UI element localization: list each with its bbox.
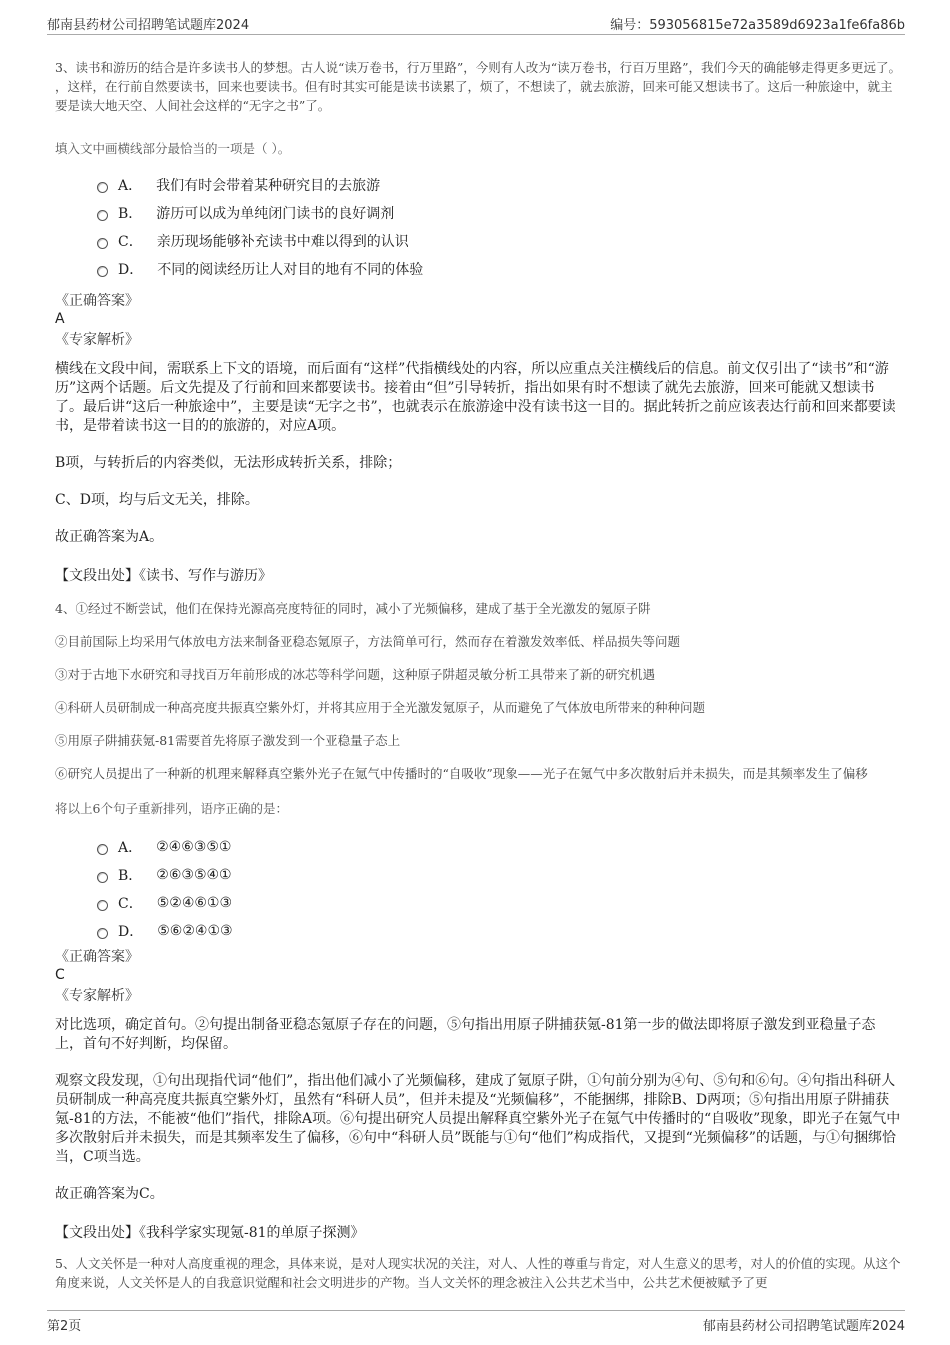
q3-answer-label: 《正确答案》 bbox=[55, 293, 139, 309]
radio-icon[interactable] bbox=[97, 266, 108, 277]
q4-source: 【文段出处】《我科学家实现氪-81的单原子探测》 bbox=[55, 1225, 365, 1241]
radio-icon[interactable] bbox=[97, 928, 108, 939]
radio-icon[interactable] bbox=[97, 872, 108, 883]
q3-options bbox=[55, 171, 902, 283]
q4-analysis-para: 故正确答案为C。 bbox=[55, 1186, 164, 1202]
q4-option-c[interactable]: C． ⑤②④⑥①③ bbox=[55, 889, 902, 917]
q3-answer: A bbox=[55, 311, 65, 327]
q4-options bbox=[55, 833, 902, 945]
q4-sentence: ②目前国际上均采用气体放电方法来制备亚稳态氪原子，方法简单可行，然而存在着激发效率低、样品损失等问题 bbox=[55, 634, 681, 649]
radio-icon[interactable] bbox=[97, 900, 108, 911]
q4-prompt: 将以上6个句子重新排列，语序正确的是： bbox=[55, 801, 288, 816]
q4-answer-label: 《正确答案》 bbox=[55, 949, 139, 965]
q4-analysis-label: 《专家解析》 bbox=[55, 988, 139, 1004]
header-title: 郁南县药材公司招聘笔试题库2024 bbox=[47, 17, 250, 33]
q3-analysis-para: 横线在文段中间，需联系上下文的语境，而后面有“这样”代指横线处的内容，所以应重点关注横线后的信息。前文仅引出了“读书”和“游历”这两个话题。后文先提及了行前和回来都要读书。接着由“但”引导转折，指出如果有时不想读了就先去旅游，回来可能就又想读书了。最后讲“这后一种旅途中”，主要是读“无字之书”，也就表示在旅游途中没有读书这一目的。据此转折之前应该表达行前和回来都要读书，是带着读书这一目的的旅游的，对应A项。 bbox=[55, 361, 896, 434]
q3-option-c[interactable]: C． 亲历现场能够补充读书中难以得到的认识 bbox=[55, 227, 902, 255]
page-content bbox=[55, 58, 902, 1292]
q4-sentence: ④科研人员研制成一种高亮度共振真空紫外灯，并将其应用于全光激发氪原子，从而避免了气体放电所带来的种种问题 bbox=[55, 700, 706, 715]
radio-icon[interactable] bbox=[97, 182, 108, 193]
q4-sentence: ⑤用原子阱捕获氪-81需要首先将原子激发到一个亚稳量子态上 bbox=[55, 733, 401, 748]
q4-option-d[interactable]: D． ⑤⑥②④①③ bbox=[55, 917, 902, 945]
q3-analysis-label: 《专家解析》 bbox=[55, 332, 139, 348]
q4-sentence: 4、①经过不断尝试，他们在保持光源高亮度特征的同时，减小了光频偏移，建成了基于全光激发的氪原子阱 bbox=[55, 601, 651, 616]
q4-analysis-para: 对比选项，确定首句。②句提出制备亚稳态氪原子存在的问题，⑤句指出用原子阱捕获氪-81第一步的做法即将原子激发到亚稳量子态上，首句不好判断，均保留。 bbox=[55, 1017, 876, 1052]
footer-title: 郁南县药材公司招聘笔试题库2024 bbox=[702, 1318, 905, 1334]
page-header bbox=[47, 12, 905, 35]
q3-prompt: 填入文中画横线部分最恰当的一项是（ ）。 bbox=[55, 141, 291, 156]
page-footer bbox=[47, 1310, 905, 1335]
radio-icon[interactable] bbox=[97, 844, 108, 855]
radio-icon[interactable] bbox=[97, 238, 108, 249]
q4-sentence: ⑥研究人员提出了一种新的机理来解释真空紫外光子在氪气中传播时的“自吸收”现象——光子在氪气中多次散射后并未损失，而是其频率发生了偏移 bbox=[55, 766, 868, 781]
q3-analysis-para: 故正确答案为A。 bbox=[55, 529, 164, 545]
q3-analysis-para: C、D项，均与后文无关，排除。 bbox=[55, 492, 259, 508]
q4-analysis-para: 观察文段发现，①句出现指代词“他们”，指出他们减小了光频偏移，建成了氪原子阱，①句前分别为④句、⑤句和⑥句。④句指出科研人员研制成一种高亮度共振真空紫外灯，虽然有“科研人员”，但并未提及“光频偏移”，不能捆绑，排除B、D两项；⑤句指出用原子阱捕获氪-81的方法，不能被“他们”指代，排除A项。⑥句提出研究人员提出解释真空紫外光子在氪气中传播时的“自吸收”现象，即光子在氪气中多次散射后并未损失，而是其频率发生了偏移，⑥句中“科研人员”既能与①句“他们”构成指代，又提到“光频偏移”的话题，与①句捆绑恰当，C项当选。 bbox=[55, 1073, 901, 1165]
q4-analysis bbox=[55, 1016, 902, 1204]
header-id: 编号：593056815e72a3589d6923a1fe6fa86b bbox=[610, 17, 905, 33]
q3-option-d[interactable]: D． 不同的阅读经历让人对目的地有不同的体验 bbox=[55, 255, 902, 283]
q4-answer: C bbox=[55, 967, 65, 983]
q3-source: 【文段出处】《读书、写作与游历》 bbox=[55, 568, 272, 584]
radio-icon[interactable] bbox=[97, 210, 108, 221]
q4-option-b[interactable]: B． ②⑥③⑤④① bbox=[55, 861, 902, 889]
q4-sentence: ③对于古地下水研究和寻找百万年前形成的冰芯等科学问题，这种原子阱超灵敏分析工具带来了新的研究机遇 bbox=[55, 667, 656, 682]
q4-option-a[interactable]: A． ②④⑥③⑤① bbox=[55, 833, 902, 861]
page-number: 第2页 bbox=[47, 1318, 82, 1334]
q3-stem: 3、读书和游历的结合是许多读书人的梦想。古人说“读万卷书，行万里路”，今则有人改为“读万卷书，行百万里路”，我们今天的确能够走得更多更远了。 ，这样，在行前自然要读书，回来也要读书。但有时其实可能是读书读累了，烦了，不想读了，就去旅游，回来可能又想读书了。这后一种旅途中，就主要是读大地天空、人间社会这样的“无字之书”了。 bbox=[55, 60, 902, 113]
q4-sentences bbox=[55, 599, 902, 783]
q3-option-a[interactable]: A． 我们有时会带着某种研究目的去旅游 bbox=[55, 171, 902, 199]
q3-analysis-para: B项，与转折后的内容类似，无法形成转折关系，排除； bbox=[55, 455, 402, 471]
q3-option-b[interactable]: B． 游历可以成为单纯闭门读书的良好调剂 bbox=[55, 199, 902, 227]
q3-analysis bbox=[55, 360, 902, 547]
q5-stem: 5、人文关怀是一种对人高度重视的理念，具体来说，是对人现实状况的关注，对人、人性的尊重与肯定，对人生意义的思考，对人的价值的实现。从这个角度来说，人文关怀是人的自我意识觉醒和社会文明进步的产物。当人文关怀的理念被注入公共艺术当中，公共艺术便被赋予了更 bbox=[55, 1256, 901, 1290]
